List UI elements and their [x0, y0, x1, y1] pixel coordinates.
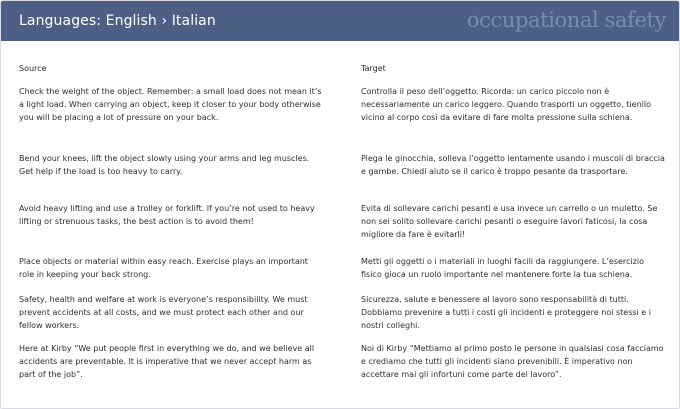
target-text: Noi di Kirby “Mettiamo al primo posto le persone in qualsiasi cosa facciamo e crediamo che tutti gli incidenti siano prevenibili. È imperativo non accettare mai gli infortuni come parte del lavoro”.: [361, 344, 664, 379]
target-column-header: Target: [361, 64, 386, 73]
target-text: Metti gli oggetti o i materiali in luoghi facili da raggiungere. L’esercizio fisico gioca un ruolo importante nel mantenere forte la tua schiena.: [361, 257, 644, 279]
source-text: Place objects or material within easy reach. Exercise plays an important role in keeping your back strong.: [19, 257, 308, 279]
source-text: Safety, health and welfare at work is everyone’s responsibility. We must prevent accidents at all costs, and we must protect each other and our fellow workers.: [19, 295, 308, 330]
page-title: Languages: English › Italian: [19, 13, 216, 29]
target-text: Piega le ginocchia, solleva l’oggetto lentamente usando i muscoli di braccia e gambe. Chiedi aiuto se il carico è troppo pesante da trasportare.: [361, 154, 665, 176]
source-text: Bend your knees, lift the object slowly using your arms and leg muscles. Get help if the load is too heavy to carry.: [19, 154, 310, 176]
source-column-header: Source: [19, 64, 47, 73]
source-text: Check the weight of the object. Remember: a small load does not mean it’s a light load. When carrying an object, keep it closer to your body otherwise you will be placing a lot of pressure on your back.: [19, 87, 322, 122]
source-text: Avoid heavy lifting and use a trolley or forklift. If you’re not used to heavy lifting or strenuous tasks, the best action is to avoid them!: [19, 204, 315, 226]
header-bar: [1, 1, 680, 41]
target-text: Sicurezza, salute e benessere al lavoro sono responsabilità di tutti. Dobbiamo prevenire a tutti i costi gli incidenti e proteggere noi stessi e i nostri colleghi.: [361, 295, 651, 330]
target-text: Controlla il peso dell’oggetto. Ricorda: un carico piccolo non è necessariamente un carico leggero. Quando trasporti un oggetto, tienilo vicino al corpo così da evitare di fare molta pressione sulla schiena.: [361, 87, 651, 122]
target-text: Evita di sollevare carichi pesanti e usa invece un carrello o un muletto. Se non sei solito sollevare carichi pesanti o eseguire lavori faticosi, la cosa migliore da fare è evitarli!: [361, 204, 658, 239]
source-text: Here at Kirby “We put people first in everything we do, and we believe all accidents are preventable. It is imperative that we never accept harm as part of the job”.: [19, 344, 315, 379]
brand-logo-text: occupational safety: [466, 8, 666, 32]
